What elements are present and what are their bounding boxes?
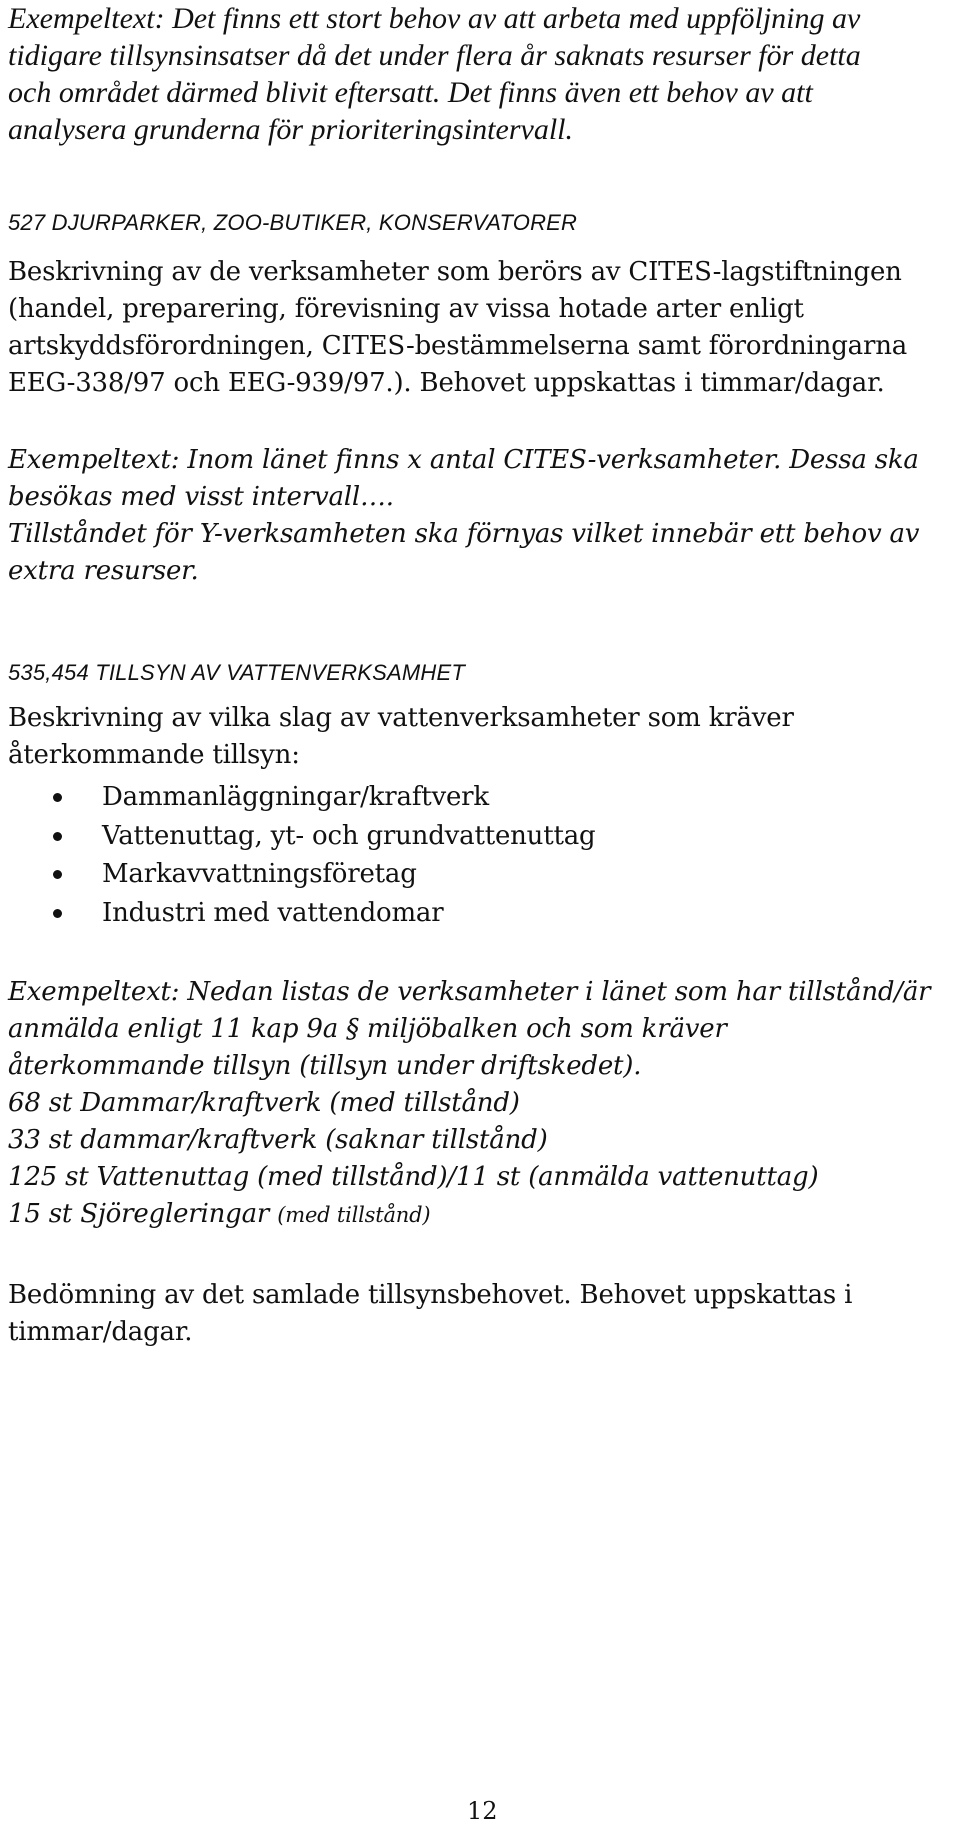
intro-line: och området därmed blivit eftersatt. Det finns även ett behov av att [8,76,813,109]
example-line-main: 15 st Sjöregleringar [8,1199,278,1229]
description-line: EEG-338/97 och EEG-939/97.). Behovet uppskattas i timmar/dagar. [8,368,885,398]
example-line: 33 st dammar/kraftverk (saknar tillstånd) [8,1125,548,1155]
list-item-label: Dammanläggningar/kraftverk [102,782,489,812]
list-item [8,894,595,933]
example-line: återkommande tillsyn (tillsyn under driftskedet). [8,1051,642,1081]
example-line: Tillståndet för Y-verksamheten ska förnyas vilket innebär ett behov av [8,519,920,549]
example-line: 68 st Dammar/kraftverk (med tillstånd) [8,1088,520,1118]
description-line: Beskrivning av vilka slag av vattenverksamheter som kräver [8,703,794,733]
list-item [8,778,595,817]
example-line: Exempeltext: Inom länet finns x antal CITES-verksamheter. Dessa ska [8,445,919,475]
section-535-example-text [8,974,930,1234]
intro-line: tidigare tillsynsinsatser då det under flera år saknats resurser för detta [8,39,861,72]
assessment-line: Bedömning av det samlade tillsynsbehovet. Behovet uppskattas i [8,1280,853,1310]
list-item-label: Industri med vattendomar [102,897,444,928]
example-line: extra resurser. [8,556,199,586]
description-line: återkommande tillsyn: [8,740,300,770]
intro-line: Exempeltext: Det finns ett stort behov av att arbeta med uppföljning av [8,2,861,35]
example-line: 125 st Vattenuttag (med tillstånd)/11 st (anmälda vattenuttag) [8,1162,819,1192]
intro-example-text [8,0,861,148]
list-item-label: Vattenuttag, yt- och grundvattenuttag [102,820,596,851]
water-activity-list [8,778,595,932]
example-line-suffix: (med tillstånd) [277,1203,431,1227]
section-527-heading: 527 DJURPARKER, ZOO-BUTIKER, KONSERVATORER [8,210,578,235]
section-527-description [8,254,907,402]
bullet-icon [53,793,62,802]
section-535-description [8,700,794,774]
assessment-line: timmar/dagar. [8,1317,193,1347]
description-line: artskyddsförordningen, CITES-bestämmelserna samt förordningarna [8,331,908,361]
description-line: Beskrivning av de verksamheter som berörs av CITES-lagstiftningen [8,257,902,287]
section-535-assessment [8,1277,852,1351]
list-item [8,855,595,894]
list-item-label: Markavvattningsföretag [102,859,417,889]
section-535-heading: 535,454 TILLSYN AV VATTENVERKSAMHET [8,660,465,685]
bullet-icon [53,909,62,918]
bullet-icon [53,832,62,841]
description-line: (handel, preparering, förevisning av vissa hotade arter enligt [8,294,804,324]
section-527-example-text [8,442,919,590]
page-number: 12 [467,1797,498,1825]
list-item [8,817,595,856]
intro-line: analysera grunderna för prioriteringsintervall. [8,113,573,146]
bullet-icon [53,870,62,879]
example-line: besökas med visst intervall…. [8,482,394,512]
example-line: anmälda enligt 11 kap 9a § miljöbalken och som kräver [8,1014,727,1044]
example-line-last [8,1196,930,1234]
example-line: Exempeltext: Nedan listas de verksamheter i länet som har tillstånd/är [8,977,931,1007]
